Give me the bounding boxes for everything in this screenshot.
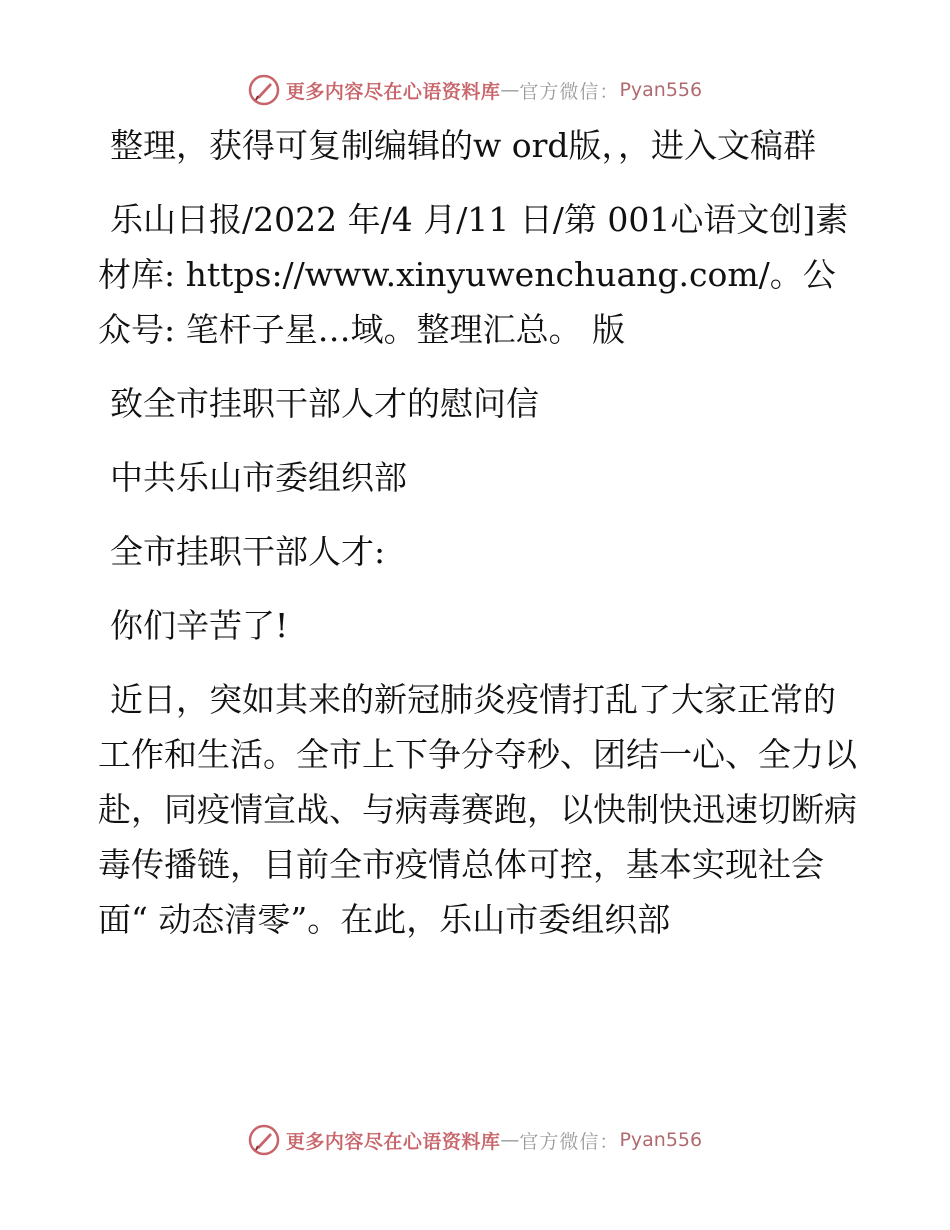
banner-brand-text: 更多内容尽在心语资料库 bbox=[285, 80, 501, 103]
paragraph-source: 乐山日报/2022 年/4 月/11 日/第 001心语文创]素材库: https://www.xinyuwenchuang.com/。公众号: 笔杆子星…域。整理汇总。 版 bbox=[98, 200, 849, 349]
document-author: 中共乐山市委组织部 bbox=[110, 458, 407, 497]
banner-dash: — bbox=[500, 1129, 520, 1151]
quill-seal-icon bbox=[248, 74, 280, 106]
salutation: 全市挂职干部人才: bbox=[110, 532, 386, 571]
banner-official-label: 官方微信： bbox=[519, 80, 620, 103]
banner-official-label: 官方微信： bbox=[519, 1130, 620, 1153]
header-banner bbox=[0, 70, 950, 110]
footer-banner bbox=[0, 1120, 950, 1160]
banner-dash: — bbox=[500, 79, 520, 101]
paragraph-body: 近日，突如其来的新冠肺炎疫情打乱了大家正常的工作和生活。全市上下争分夺秒、团结一心、全力以赴，同疫情宣战、与病毒赛跑，以快制快迅速切断病毒传播链，目前全市疫情总体可控，基本实现社会面“ 动态清零”。在此，乐山市委组织部 bbox=[98, 680, 857, 939]
banner-brand-text: 更多内容尽在心语资料库 bbox=[285, 1130, 501, 1153]
document-title: 致全市挂职干部人才的慰问信 bbox=[110, 384, 539, 423]
document-body bbox=[98, 118, 858, 966]
paragraph-intro: 整理，获得可复制编辑的w ord版，，进入文稿群 bbox=[110, 126, 817, 165]
greeting: 你们辛苦了! bbox=[110, 606, 289, 645]
banner-wechat-id: Pyan556 bbox=[619, 79, 703, 101]
banner-wechat-id: Pyan556 bbox=[619, 1129, 703, 1151]
quill-seal-icon bbox=[248, 1124, 280, 1156]
